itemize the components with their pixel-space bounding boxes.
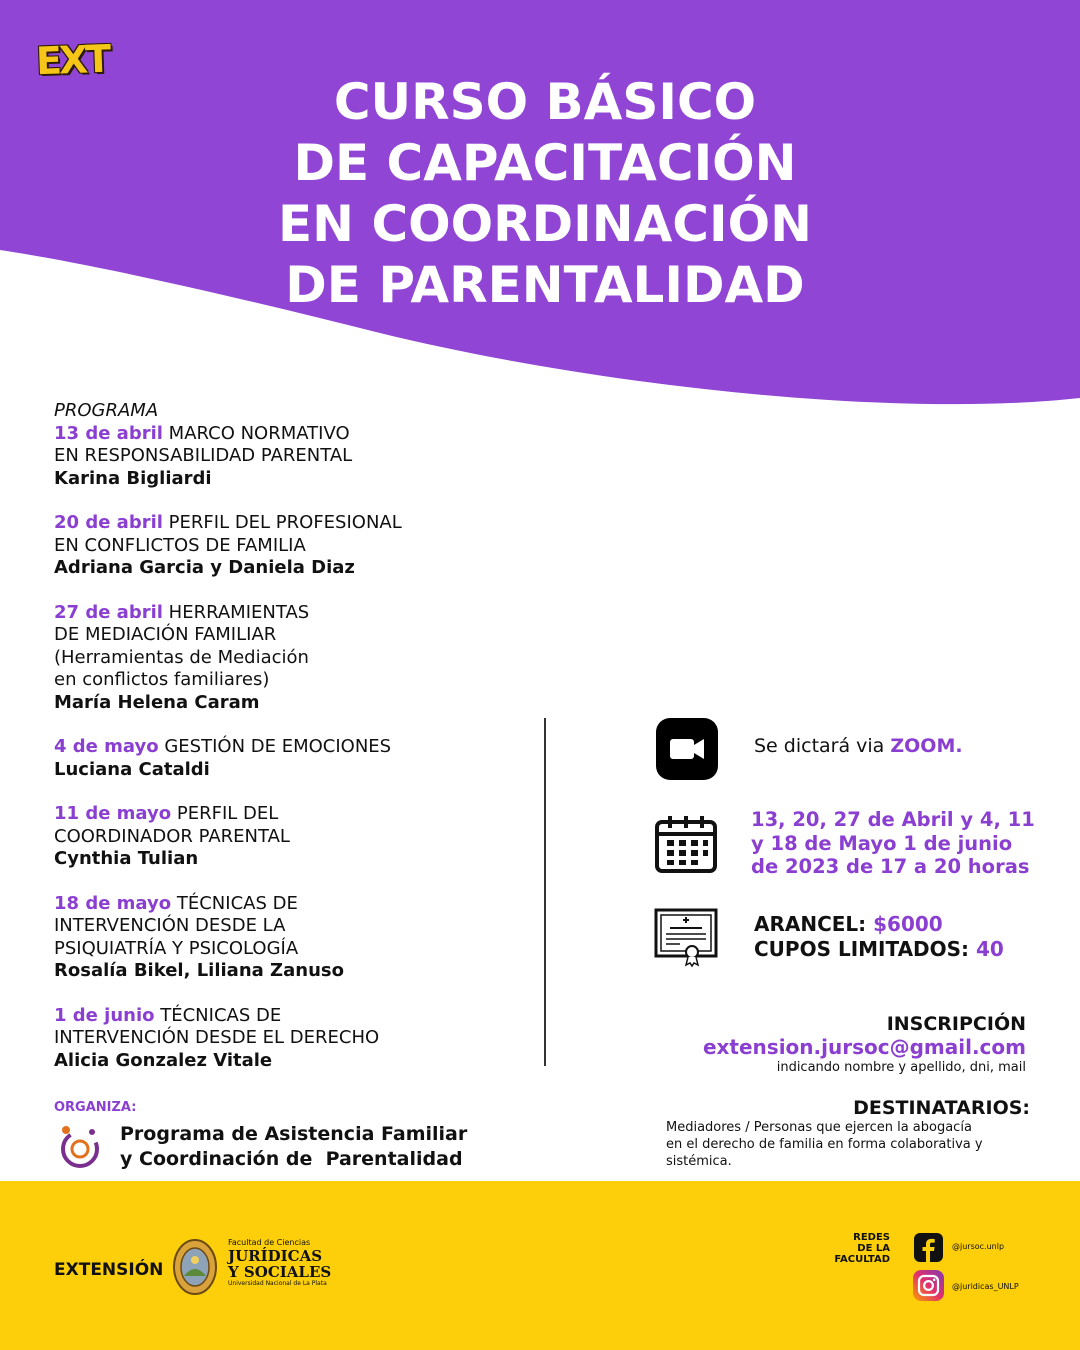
inscription-email-link[interactable]: extension.jursoc@gmail.com — [702, 1035, 1026, 1059]
column-divider — [544, 718, 546, 1066]
instagram-icon[interactable] — [913, 1270, 944, 1301]
session-date: 1 de junio — [54, 1004, 155, 1026]
session-topic: COORDINADOR PARENTAL — [54, 825, 290, 847]
session-topic: en conflictos familiares) — [54, 669, 270, 690]
program-session — [54, 512, 524, 580]
session-topic: INTERVENCIÓN DESDE LA — [54, 915, 286, 936]
instagram-handle[interactable]: @juridicas_UNLP — [952, 1282, 1019, 1291]
audience-section — [666, 1097, 1030, 1170]
faculty-line: JURÍDICAS — [228, 1247, 323, 1265]
title-line: DE PARENTALIDAD — [285, 256, 805, 314]
university-name: Universidad Nacional de La Plata — [228, 1280, 327, 1287]
organizer-name — [120, 1122, 467, 1172]
session-topic: PERFIL DEL — [176, 803, 279, 824]
session-topic: TÉCNICAS DE — [160, 1004, 282, 1026]
audience-line: en el derecho de familia en forma colaborativa y — [666, 1137, 983, 1152]
social-label-line: FACULTAD — [834, 1254, 890, 1265]
session-topic: MARCO NORMATIVO — [168, 422, 350, 444]
audience-heading: DESTINATARIOS: — [853, 1097, 1030, 1119]
seats-value: 40 — [976, 937, 1004, 961]
program-session — [54, 736, 524, 781]
ext-logo: EXT — [35, 36, 109, 84]
program-session — [54, 1005, 524, 1073]
faculty-line: Y SOCIALES — [228, 1263, 332, 1281]
program-label: PROGRAMA — [54, 400, 159, 421]
faculty-logo — [228, 1238, 331, 1288]
faculty-small: Facultad de Ciencias — [228, 1238, 311, 1247]
facebook-handle[interactable]: @jursoc.unlp — [952, 1242, 1005, 1251]
session-topic: PSIQUIATRÍA Y PSICOLOGÍA — [54, 937, 299, 959]
session-topic: GESTIÓN DE EMOCIONES — [164, 736, 392, 757]
session-date: 18 de mayo — [54, 892, 172, 914]
session-date: 4 de mayo — [54, 736, 159, 757]
audience-line: sistémica. — [666, 1154, 732, 1169]
inscription-heading: INSCRIPCIÓN — [886, 1013, 1026, 1035]
session-speaker: Alicia Gonzalez Vitale — [54, 1049, 273, 1071]
title-line: CURSO BÁSICO — [333, 73, 757, 131]
session-speaker: María Helena Caram — [54, 691, 260, 713]
facebook-icon[interactable] — [914, 1233, 943, 1262]
calendar-icon — [654, 814, 718, 874]
organizer-name-line: y Coordinación de Parentalidad — [120, 1148, 463, 1170]
social-label-line: DE LA — [857, 1243, 890, 1254]
audience-line: Mediadores / Personas que ejercen la abogacía — [666, 1120, 972, 1135]
fee-label: ARANCEL: — [754, 912, 874, 936]
inscription-note: indicando nombre y apellido, dni, mail — [776, 1060, 1026, 1075]
session-speaker: Luciana Cataldi — [54, 758, 210, 780]
course-title — [0, 72, 1080, 316]
certificate-icon — [654, 908, 718, 968]
session-speaker: Adriana Garcia y Daniela Diaz — [54, 557, 355, 578]
session-topic: DE MEDIACIÓN FAMILIAR — [54, 624, 277, 645]
session-speaker: Karina Bigliardi — [54, 467, 212, 489]
program-session — [54, 893, 524, 983]
title-line: DE CAPACITACIÓN — [293, 134, 797, 192]
program-session — [54, 602, 524, 715]
course-dates — [751, 808, 1051, 879]
session-topic: INTERVENCIÓN DESDE EL DERECHO — [54, 1027, 380, 1048]
program-session — [54, 803, 524, 871]
program-session — [54, 423, 524, 491]
extension-label: EXTENSIÓN — [54, 1260, 164, 1280]
inscription-section — [703, 1013, 1026, 1076]
session-date: 20 de abril — [54, 512, 163, 533]
fee-value: $6000 — [873, 912, 943, 936]
zoom-info — [754, 735, 963, 757]
dates-line: 13, 20, 27 de Abril y 4, 11 — [751, 808, 1035, 831]
zoom-accent: ZOOM. — [890, 735, 963, 757]
organizer-label: ORGANIZA: — [54, 1100, 137, 1115]
session-date: 27 de abril — [54, 601, 163, 623]
program-section — [54, 400, 524, 1094]
session-topic: TÉCNICAS DE — [176, 892, 298, 914]
fee-info — [754, 912, 1004, 962]
zoom-camera-icon — [656, 718, 718, 780]
zoom-prefix: Se dictará via — [754, 735, 891, 757]
faculty-seal-icon — [172, 1238, 218, 1296]
session-topic: HERRAMIENTAS — [168, 601, 310, 623]
title-line: EN COORDINACIÓN — [278, 195, 812, 253]
social-label — [810, 1232, 890, 1265]
session-speaker: Rosalía Bikel, Liliana Zanuso — [54, 960, 344, 981]
social-label-line: REDES — [853, 1232, 890, 1243]
session-topic: (Herramientas de Mediación — [54, 646, 309, 668]
session-speaker: Cynthia Tulian — [54, 848, 199, 869]
session-date: 13 de abril — [54, 422, 163, 444]
session-topic: EN CONFLICTOS DE FAMILIA — [54, 534, 306, 556]
dates-line: de 2023 de 17 a 20 horas — [751, 855, 1030, 878]
organizer-logo-icon — [56, 1122, 106, 1172]
seats-label: CUPOS LIMITADOS: — [754, 937, 977, 961]
session-date: 11 de mayo — [54, 803, 172, 824]
session-topic: PERFIL DEL PROFESIONAL — [168, 512, 402, 533]
organizer-name-line: Programa de Asistencia Familiar — [120, 1123, 468, 1145]
session-topic: EN RESPONSABILIDAD PARENTAL — [54, 445, 353, 466]
dates-line: y 18 de Mayo 1 de junio — [751, 831, 1013, 855]
